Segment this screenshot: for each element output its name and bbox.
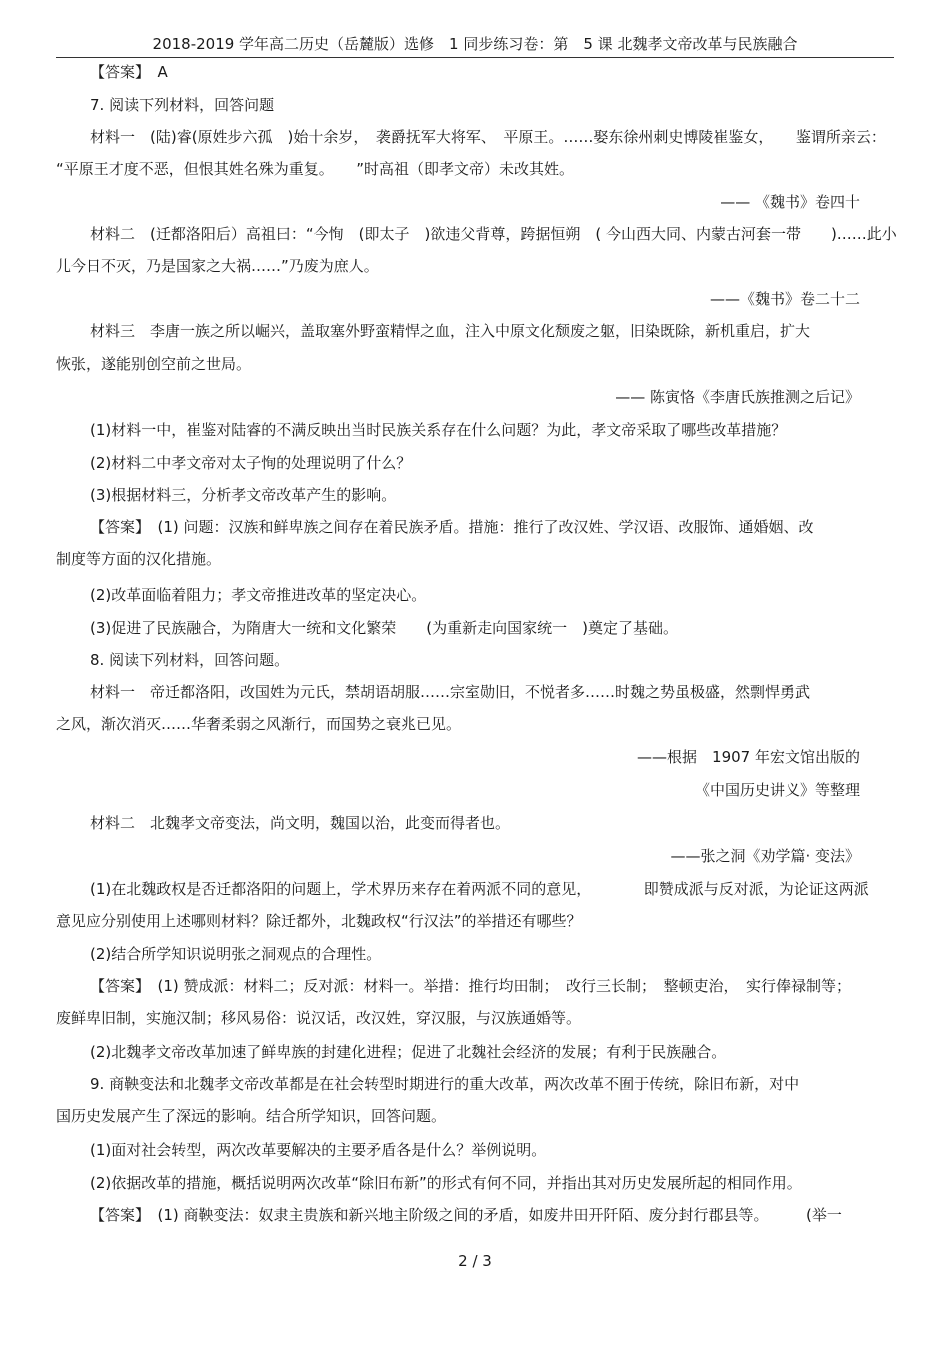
text-line: 材料二 北魏孝文帝变法，尚文明，魏国以治，此变而得者也。 [90,814,511,832]
text-line: 废鲜卑旧制，实施汉制；移风易俗：说汉话，改汉姓，穿汉服，与汉族通婚等。 [56,1009,582,1027]
text-line: (2)北魏孝文帝改革加速了鲜卑族的封建化进程；促进了北魏社会经济的发展；有利于民族融合。 [90,1043,727,1061]
text-line: 9. 商鞅变法和北魏孝文帝改革都是在社会转型时期进行的重大改革，两次改革不囿于传统，除旧布新，对中 [90,1075,800,1093]
text-line: 材料二 (迁都洛阳后）高祖曰：“今恂 (即太子 )欲违父背尊，跨据恒朔 ( 今山西大同、内蒙古河套一带 )……此小 [90,225,897,243]
text-line: (2)材料二中孝文帝对太子恂的处理说明了什么？ [90,454,412,472]
page-number: 2 / 3 [458,1252,492,1270]
text-line: 儿今日不灭，乃是国家之大祸……”乃废为庶人。 [56,257,379,275]
text-line: 制度等方面的汉化措施。 [56,550,222,568]
text-line: (2)结合所学知识说明张之洞观点的合理性。 [90,945,382,963]
text-line: 材料一 (陆)睿(原姓步六孤 )始十余岁， 袭爵抚军大将军、 平原王。……娶东徐州刺史博陵崔鉴女， 鉴谓所亲云： [90,128,886,146]
text-line: (1)在北魏政权是否迁都洛阳的问题上，学术界历来存在着两派不同的意见， 即赞成派与反对派，为论证这两派 [90,880,869,898]
text-line: 国历史发展产生了深远的影响。结合所学知识，回答问题。 [56,1107,447,1125]
text-line: ——《魏书》卷二十二 [709,290,860,308]
text-line: ——根据 1907 年宏文馆出版的 [637,748,860,766]
text-line: ——张之洞《劝学篇· 变法》 [670,847,860,865]
text-line: 【答案】 A [90,63,168,81]
text-line: (1)材料一中，崔鉴对陆睿的不满反映出当时民族关系存在什么问题？为此，孝文帝采取了哪些改革措施？ [90,421,787,439]
text-line: 恢张，遂能别创空前之世局。 [56,355,252,373]
text-line: (3)促进了民族融合，为隋唐大一统和文化繁荣 (为重新走向国家统一 )奠定了基础。 [90,619,678,637]
text-line: 【答案】 (1) 商鞅变法：奴隶主贵族和新兴地主阶级之间的矛盾，如废井田开阡陌、废分封行郡县等。 (举一 [90,1206,842,1224]
text-line: 《中国历史讲义》等整理 [694,781,860,799]
text-line: 意见应分别使用上述哪则材料？除迁都外，北魏政权“行汉法”的举措还有哪些？ [56,912,582,930]
text-line: 材料一 帝迁都洛阳，改国姓为元氏，禁胡语胡服……宗室勋旧，不悦者多……时魏之势虽极盛，然剽悍勇武 [90,683,811,701]
text-line: (3)根据材料三，分析孝文帝改革产生的影响。 [90,486,397,504]
page-header: 2018-2019 学年高二历史（岳麓版）选修 1 同步练习卷：第 5 课 北魏孝文帝改革与民族融合 [56,34,894,58]
text-line: —— 《魏书》卷四十 [720,193,860,211]
text-line: —— 陈寅恪《李唐氏族推测之后记》 [615,388,860,406]
text-line: 材料三 李唐一族之所以崛兴，盖取塞外野蛮精悍之血，注入中原文化颓废之躯，旧染既除，新机重启，扩大 [90,322,811,340]
text-line: (2)改革面临着阻力；孝文帝推进改革的坚定决心。 [90,586,427,604]
text-line: 【答案】 (1) 赞成派：材料二；反对派：材料一。举措：推行均田制； 改行三长制； 整顿吏治， 实行俸禄制等； [90,977,852,995]
text-line: 8. 阅读下列材料，回答问题。 [90,651,290,669]
text-line: (2)依据改革的措施，概括说明两次改革“除旧布新”的形式有何不同，并指出其对历史发展所起的相同作用。 [90,1174,802,1192]
text-line: (1)面对社会转型，两次改革要解决的主要矛盾各是什么？举例说明。 [90,1141,547,1159]
text-line: 之风，渐次消灭……华奢柔弱之风渐行，而国势之衰兆已见。 [56,715,462,733]
text-line: “平原王才度不恶，但恨其姓名殊为重复。 ”时高祖（即孝文帝）未改其姓。 [56,160,575,178]
text-line: 7. 阅读下列材料，回答问题 [90,96,275,114]
text-line: 【答案】 (1) 问题：汉族和鲜卑族之间存在着民族矛盾。措施：推行了改汉姓、学汉语、改服饰、通婚姻、改 [90,518,814,536]
